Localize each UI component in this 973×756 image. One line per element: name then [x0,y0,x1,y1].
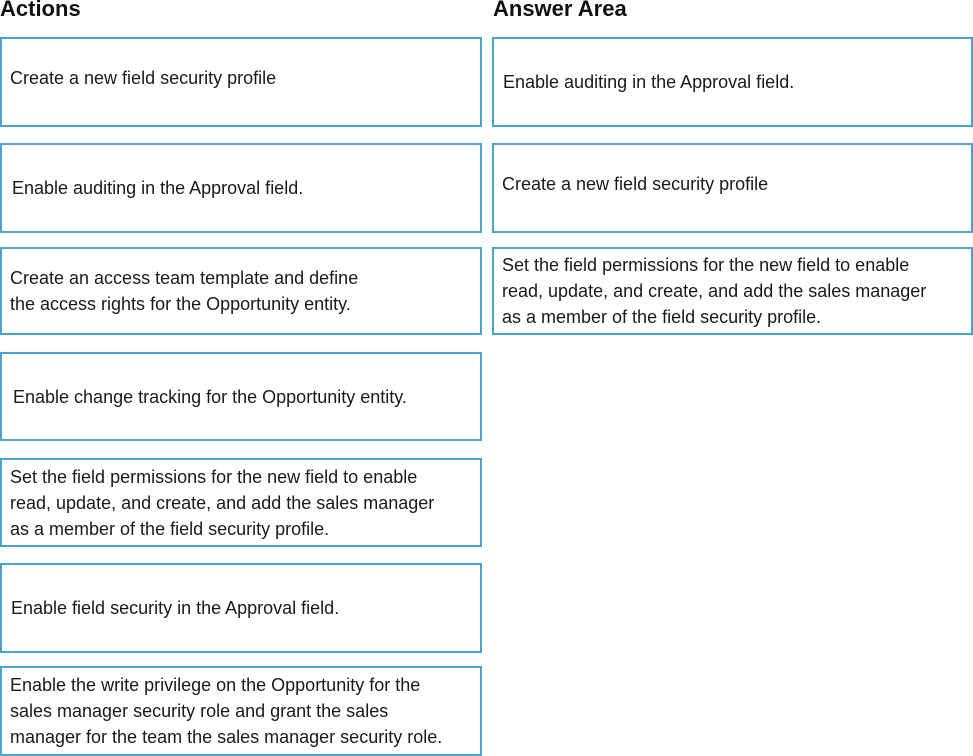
answer-item-label: Create a new field security profile [502,174,769,194]
action-item-label: Enable auditing in the Approval field. [12,178,304,198]
answer-area-heading: Answer Area [493,0,627,21]
action-item-label: Create a new field security profile [10,68,277,88]
action-item-enable-field-security[interactable] [0,563,482,653]
action-item-label: Enable change tracking for the Opportunity entity. [13,386,407,407]
answer-item-label: Enable auditing in the Approval field. [503,72,795,92]
actions-heading: Actions [0,0,81,21]
action-item-label: Create an access team template and define the access rights for the Opportunity entity. [10,268,359,314]
action-item-label: Enable the write privilege on the Opportunity for the sales manager security role and grant the sales manager for the team the sales manager security role. [10,675,443,747]
answer-slot-2[interactable] [492,143,973,233]
action-item-create-field-security-profile[interactable] [0,37,482,127]
answer-slot-3[interactable] [492,247,973,335]
action-item-enable-auditing[interactable] [0,143,482,233]
action-item-enable-change-tracking[interactable] [0,352,482,441]
answer-slot-1[interactable] [492,37,973,127]
action-item-enable-write-privilege[interactable] [0,666,482,756]
action-item-create-access-team-template[interactable] [0,247,482,335]
action-item-label: Enable field security in the Approval field. [11,598,340,618]
action-item-set-field-permissions[interactable] [0,458,482,547]
answer-item-label: Set the field permissions for the new field to enable read, update, and create, and add the sales manager as a member of the field security profile. [502,255,927,327]
action-item-label: Set the field permissions for the new field to enable read, update, and create, and add the sales manager as a member of the field security profile. [10,466,435,539]
